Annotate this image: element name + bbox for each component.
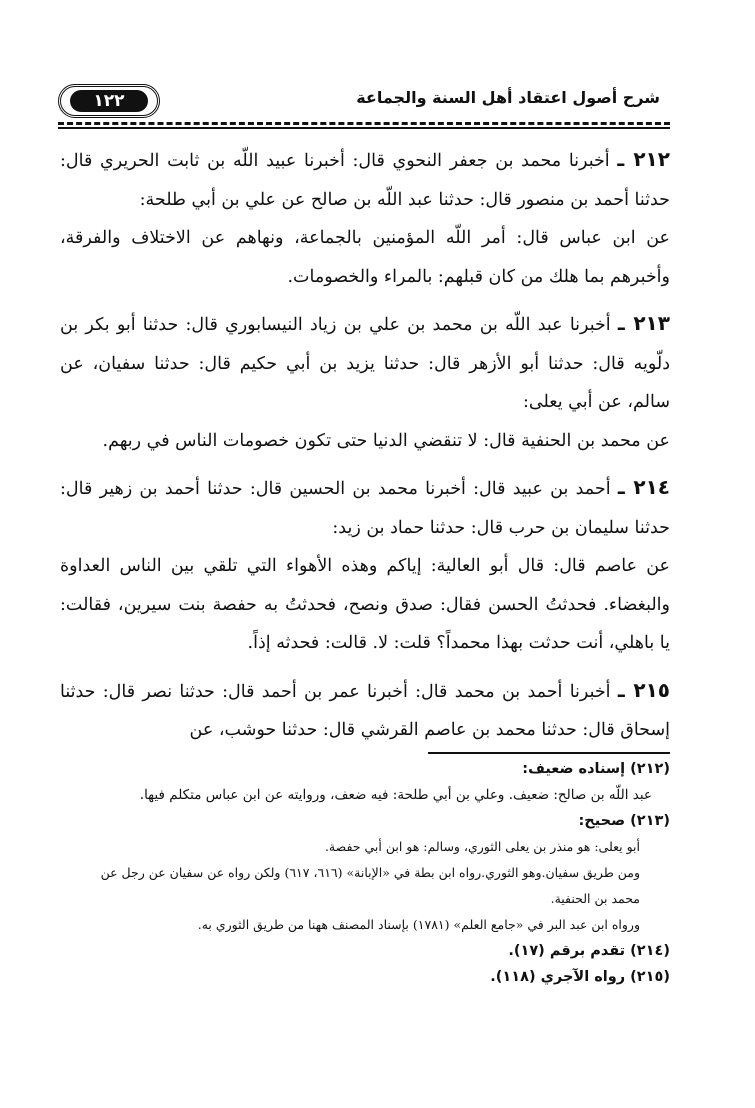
footnote-215: (٢١٥) رواه الآجري (١١٨). (490, 969, 670, 985)
page-header (58, 84, 670, 120)
entry-number: ٢١٣ ـ (617, 311, 670, 335)
footnote-separator (428, 752, 670, 754)
entry-isnad-text: أخبرنا عبد اللّه بن محمد بن علي بن زياد النيسابوري قال: حدثنا أبو بكر بن دلّويه قال: حدثنا أبو الأزهر قال: حدثنا يزيد بن أبي حكيم قال: حدثنا سفيان، عن سالم، عن أبي يعلى: (60, 315, 670, 412)
entry-214-matn: عن عاصم قال: قال أبو العالية: إياكم وهذه الأهواء التي تلقي بين الناس العداوة والبغضاء. فحدثتُ الحسن فقال: صدق ونصح، فحدثتُ به حفصة بنت سيرين، فقالت: يا باهلي، أنت حدثت بهذا محمداً؟ قلت: لا. قالت: فحدثه إذاً. (60, 556, 670, 653)
entry-215-isnad (60, 671, 670, 750)
footnote-212-body: عبد اللّه بن صالح: ضعيف. وعلي بن أبي طلحة: فيه ضعف، وروايته عن ابن عباس متكلم فيها. (139, 787, 652, 803)
entry-number: ٢١٤ ـ (617, 475, 670, 499)
footnote-213-line: ورواه ابن عبد البر في «جامع العلم» (١٧٨١) بإسناد المصنف ههنا من طريق الثوري به. (197, 917, 640, 932)
entry-isnad-text: أحمد بن عبيد قال: أخبرنا محمد بن الحسين قال: حدثنا أحمد بن زهير قال: حدثنا سليمان بن حرب قال: حدثنا حماد بن زيد: (60, 479, 670, 538)
footnote-212-heading: (٢١٢) إسناده ضعيف: (522, 761, 670, 777)
entry-213-matn: عن محمد بن الحنفية قال: لا تنقضي الدنيا حتى تكون خصومات الناس في ربهم. (102, 430, 670, 451)
entry-212-matn: عن ابن عباس قال: أمر اللّه المؤمنين بالجماعة، ونهاهم عن الاختلاف والفرقة، وأخبرهم بما هلك من كان قبلهم: بالمراء والخصومات. (60, 228, 670, 287)
main-text (60, 140, 670, 750)
entry-number: ٢١٥ ـ (617, 677, 670, 702)
entry-212-isnad (60, 140, 670, 219)
page-number-badge (58, 84, 160, 118)
running-title: شرح أصول اعتقاد أهل السنة والجماعة (356, 88, 660, 107)
entry-214-isnad (60, 468, 670, 547)
footnote-213-heading: (٢١٣) صحيح: (578, 813, 670, 829)
entry-isnad-text: أخبرنا محمد بن جعفر النحوي قال: أخبرنا عبيد اللّه بن ثابت الحريري قال: حدثنا أحمد بن منصور قال: حدثنا عبد اللّه بن صالح عن علي بن أبي طلحة: (60, 151, 670, 210)
header-solid-rule (58, 127, 670, 129)
header-dashed-rule (58, 122, 670, 125)
footnote-213-line: أبو يعلى: هو منذر بن يعلى الثوري، وسالم: هو ابن أبي حفصة. (324, 839, 640, 854)
footnote-213-line: ومن طريق سفيان.وهو الثوري.رواه ابن بطة في «الإبانة» (٦١٦، ٦١٧) ولكن رواه عن سفيان عن رجل عن محمد بن الحنفية. (100, 865, 640, 906)
page-number: ١٢٢ (70, 90, 148, 112)
footnotes (70, 756, 670, 990)
entry-213-isnad (60, 304, 670, 422)
footnote-214: (٢١٤) تقدم برقم (١٧). (508, 943, 670, 959)
entry-isnad-text: أخبرنا أحمد بن محمد قال: أخبرنا عمر بن أحمد قال: حدثنا نصر قال: حدثنا إسحاق قال: حدثنا محمد بن عاصم القرشي قال: حدثنا حوشب، عن (60, 681, 670, 740)
entry-number: ٢١٢ ـ (617, 147, 670, 171)
